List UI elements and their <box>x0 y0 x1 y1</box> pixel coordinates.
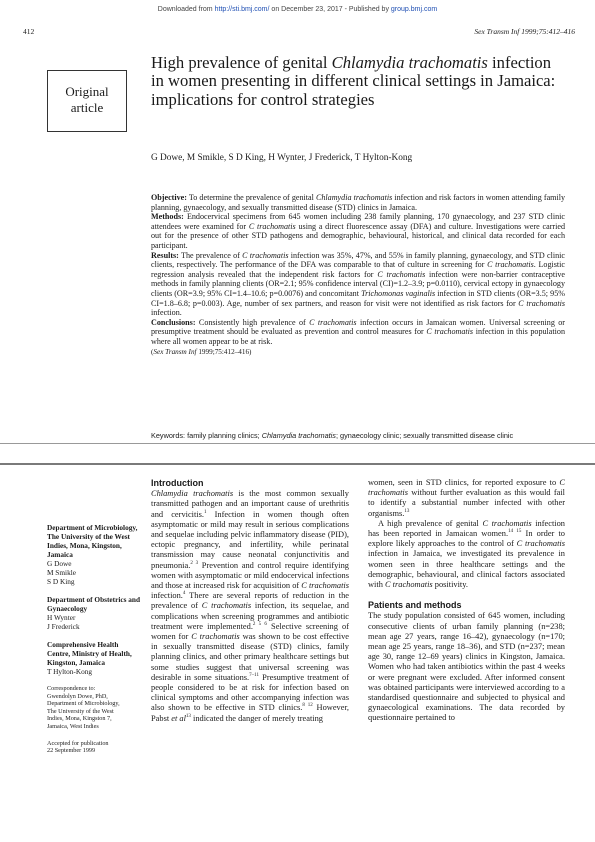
download-banner <box>0 6 595 13</box>
download-prefix: Downloaded from <box>157 6 213 13</box>
article-type-box <box>47 70 127 132</box>
title-part2: infection in women presenting in different clinical settings in Jamaica: implications for control strategies <box>151 53 556 109</box>
body-column-left <box>151 478 349 724</box>
keywords: Keywords: family planning clinics; Chlamydia trachomatis; gynaecology clinic; sexually transmitted disease clinic <box>151 431 514 440</box>
article-type-line1: Original <box>65 84 109 99</box>
introduction-paragraph-2: A high prevalence of genital C trachomatis infection has been reported in Jamaican women.$^{14 15}$ In order to explore likely approaches to the control of C trachomatis infection in Jamaica, we investigated its prevalence in women seen in three healthcare settings and the demographic, behavioural, and clinical factors associated with C trachomatis positivity. <box>368 518 565 590</box>
title-part1: High prevalence of genital <box>151 53 332 72</box>
abstract-methods: Methods: Endocervical specimens from 645 women including 238 family planning, 170 gynaecology, and 237 STD clinic attendees were examined for C trachomatis using a direct fluorescence assay (DFA) and culture. Investigations were carried out for the presence of other STD pathogens and demographic, behavioural, historical, and clinical data recorded for each participant. <box>151 212 566 250</box>
section-divider <box>0 463 595 465</box>
introduction-continuation: women, seen in STD clinics, for reported exposure to C trachomatis without further evaluation as this would fail to identify a substantial number infected with other organisms.$^{13}$ <box>368 478 565 518</box>
affiliations <box>47 523 142 764</box>
correspondence: Correspondence to: Gwendolyn Dowe, PhD, Department of Microbiology, The University of the West Indies, Mona, Kingston 7, Jamaica, West Indies <box>47 685 120 730</box>
accepted-date: Accepted for publication 22 September 1999 <box>47 739 109 755</box>
article-type-line2: article <box>70 100 104 115</box>
methods-heading: Patients and methods <box>368 600 462 611</box>
abstract-objective: Objective: To determine the prevalence of genital Chlamydia trachomatis infection and risk factors in women attending family planning, gynaecology, and sexually transmitted disease (STD) clinics in Jamaica. <box>151 193 565 212</box>
author-list: G Dowe, M Smikle, S D King, H Wynter, J Frederick, T Hylton-Kong <box>151 153 413 163</box>
introduction-heading: Introduction <box>151 478 204 488</box>
journal-reference: Sex Transm Inf 1999;75:412–416 <box>474 27 575 36</box>
affiliation-health-centre: Comprehensive Health Centre, Ministry of Health, Kingston, Jamaica T Hylton-Kong <box>47 640 132 676</box>
methods-paragraph: The study population consisted of 645 women, including consecutive clients of urban family planning (n=238; mean age 27 years, range 16–42), gynaecology (n=170; mean age 25 years, range 18–36), and STD (n=237; mean age 30, range 12–69 years) clinics in Kingston, Jamaica. Women who had taken antibiotics within the past 4 weeks or were pregnant were excluded. After informed consent was obtained participants were interviewed according to a standardised questionnaire and subjected to physical and gynaecological examinations. The data recorded by questionnaire pertained to <box>368 611 565 723</box>
affiliation-obstetrics: Department of Obstetrics and Gynaecology H Wynter J Frederick <box>47 595 141 631</box>
abstract <box>151 193 565 357</box>
abstract-conclusions: Conclusions: Consistently high prevalence of C trachomatis infection occurs in Jamaican women. Universal screening or presumptive treatment should be evaluated as prevention and control measures for C trachomatis infection in this population where all women appear to be at risk. <box>151 317 565 346</box>
body-column-right <box>368 478 565 724</box>
abstract-results: Results: The prevalence of C trachomatis infection was 35%, 47%, and 55% in family planning, gynaecology, and STD clinic clients, respectively. The performance of the DFA was comparable to that of culture in screening for C trachomatis. Logistic regression analysis revealed that the independent risk factors for C trachomatis infection were non-barrier contraceptive methods in family planning clients (OR=2.1; 95% confidence interval (CI)=1.2–3.9; p=0.0110), cervical ectopy in gynaecology clients (OR=3.9; 95% CI=1.4–10.6; p=0.0076) and concomitant Trichomonas vaginalis infection in STD clients (OR=3.5; 95% CI=1.8–6.8; p=0.003). Age, number of sex partners, and reason for visit were not identified as risk factors for C trachomatis infection. <box>151 250 566 318</box>
download-middle: on December 23, 2017 - Published by <box>271 6 389 13</box>
article-title <box>151 54 566 109</box>
keywords-divider <box>0 443 595 444</box>
journal-url-link[interactable]: http://sti.bmj.com/ <box>214 6 270 13</box>
publisher-link[interactable]: group.bmj.com <box>390 6 438 13</box>
introduction-paragraph: Chlamydia trachomatis is the most common sexually transmitted pathogen and an important cause of urethritis and cervicitis.$^1$ Infection in women though often asymptomatic or mild may result in serious complications and sequelae including pelvic inflammatory disease (PID), ectopic pregnancy, and infertility, while perinatal transmission may cause neonatal conjunctivitis and pneumonia.$^{2 3}$ Prevention and control require identifying women with asymptomatic or mild endocervical infections and those at increased risk for acquisition of C trachomatis infection.$^4$ There are several reports of reduction in the prevalence of C trachomatis infection, its sequelae, and complications when screening programmes and antibiotic treatment were implemented.$^{2 5 6}$ Selective screening of women for C trachomatis was shown to be cost effective in sexually transmitted disease (STD) clinics, family planning clinics, and other primary healthcare settings but some studies suggest that universal screening was desirable in some situations.$^{7-11}$ Presumptive treatment of people considered to be at risk for infection based on clinical symptoms and other accompanying infection was also shown to be effective in STD clinics.$^{8 12}$ However, Pabst et $al^{13}$ indicated the danger of merely treating <box>151 489 350 723</box>
page-number: 412 <box>23 27 35 36</box>
affiliation-microbiology: Department of Microbiology, The University of the West Indies, Mona, Kingston, Jamaica G Dowe M Smikle S D King <box>47 523 138 586</box>
title-organism: Chlamydia trachomatis <box>331 53 488 72</box>
abstract-citation: (Sex Transm Inf 1999;75:412–416) <box>151 347 252 356</box>
